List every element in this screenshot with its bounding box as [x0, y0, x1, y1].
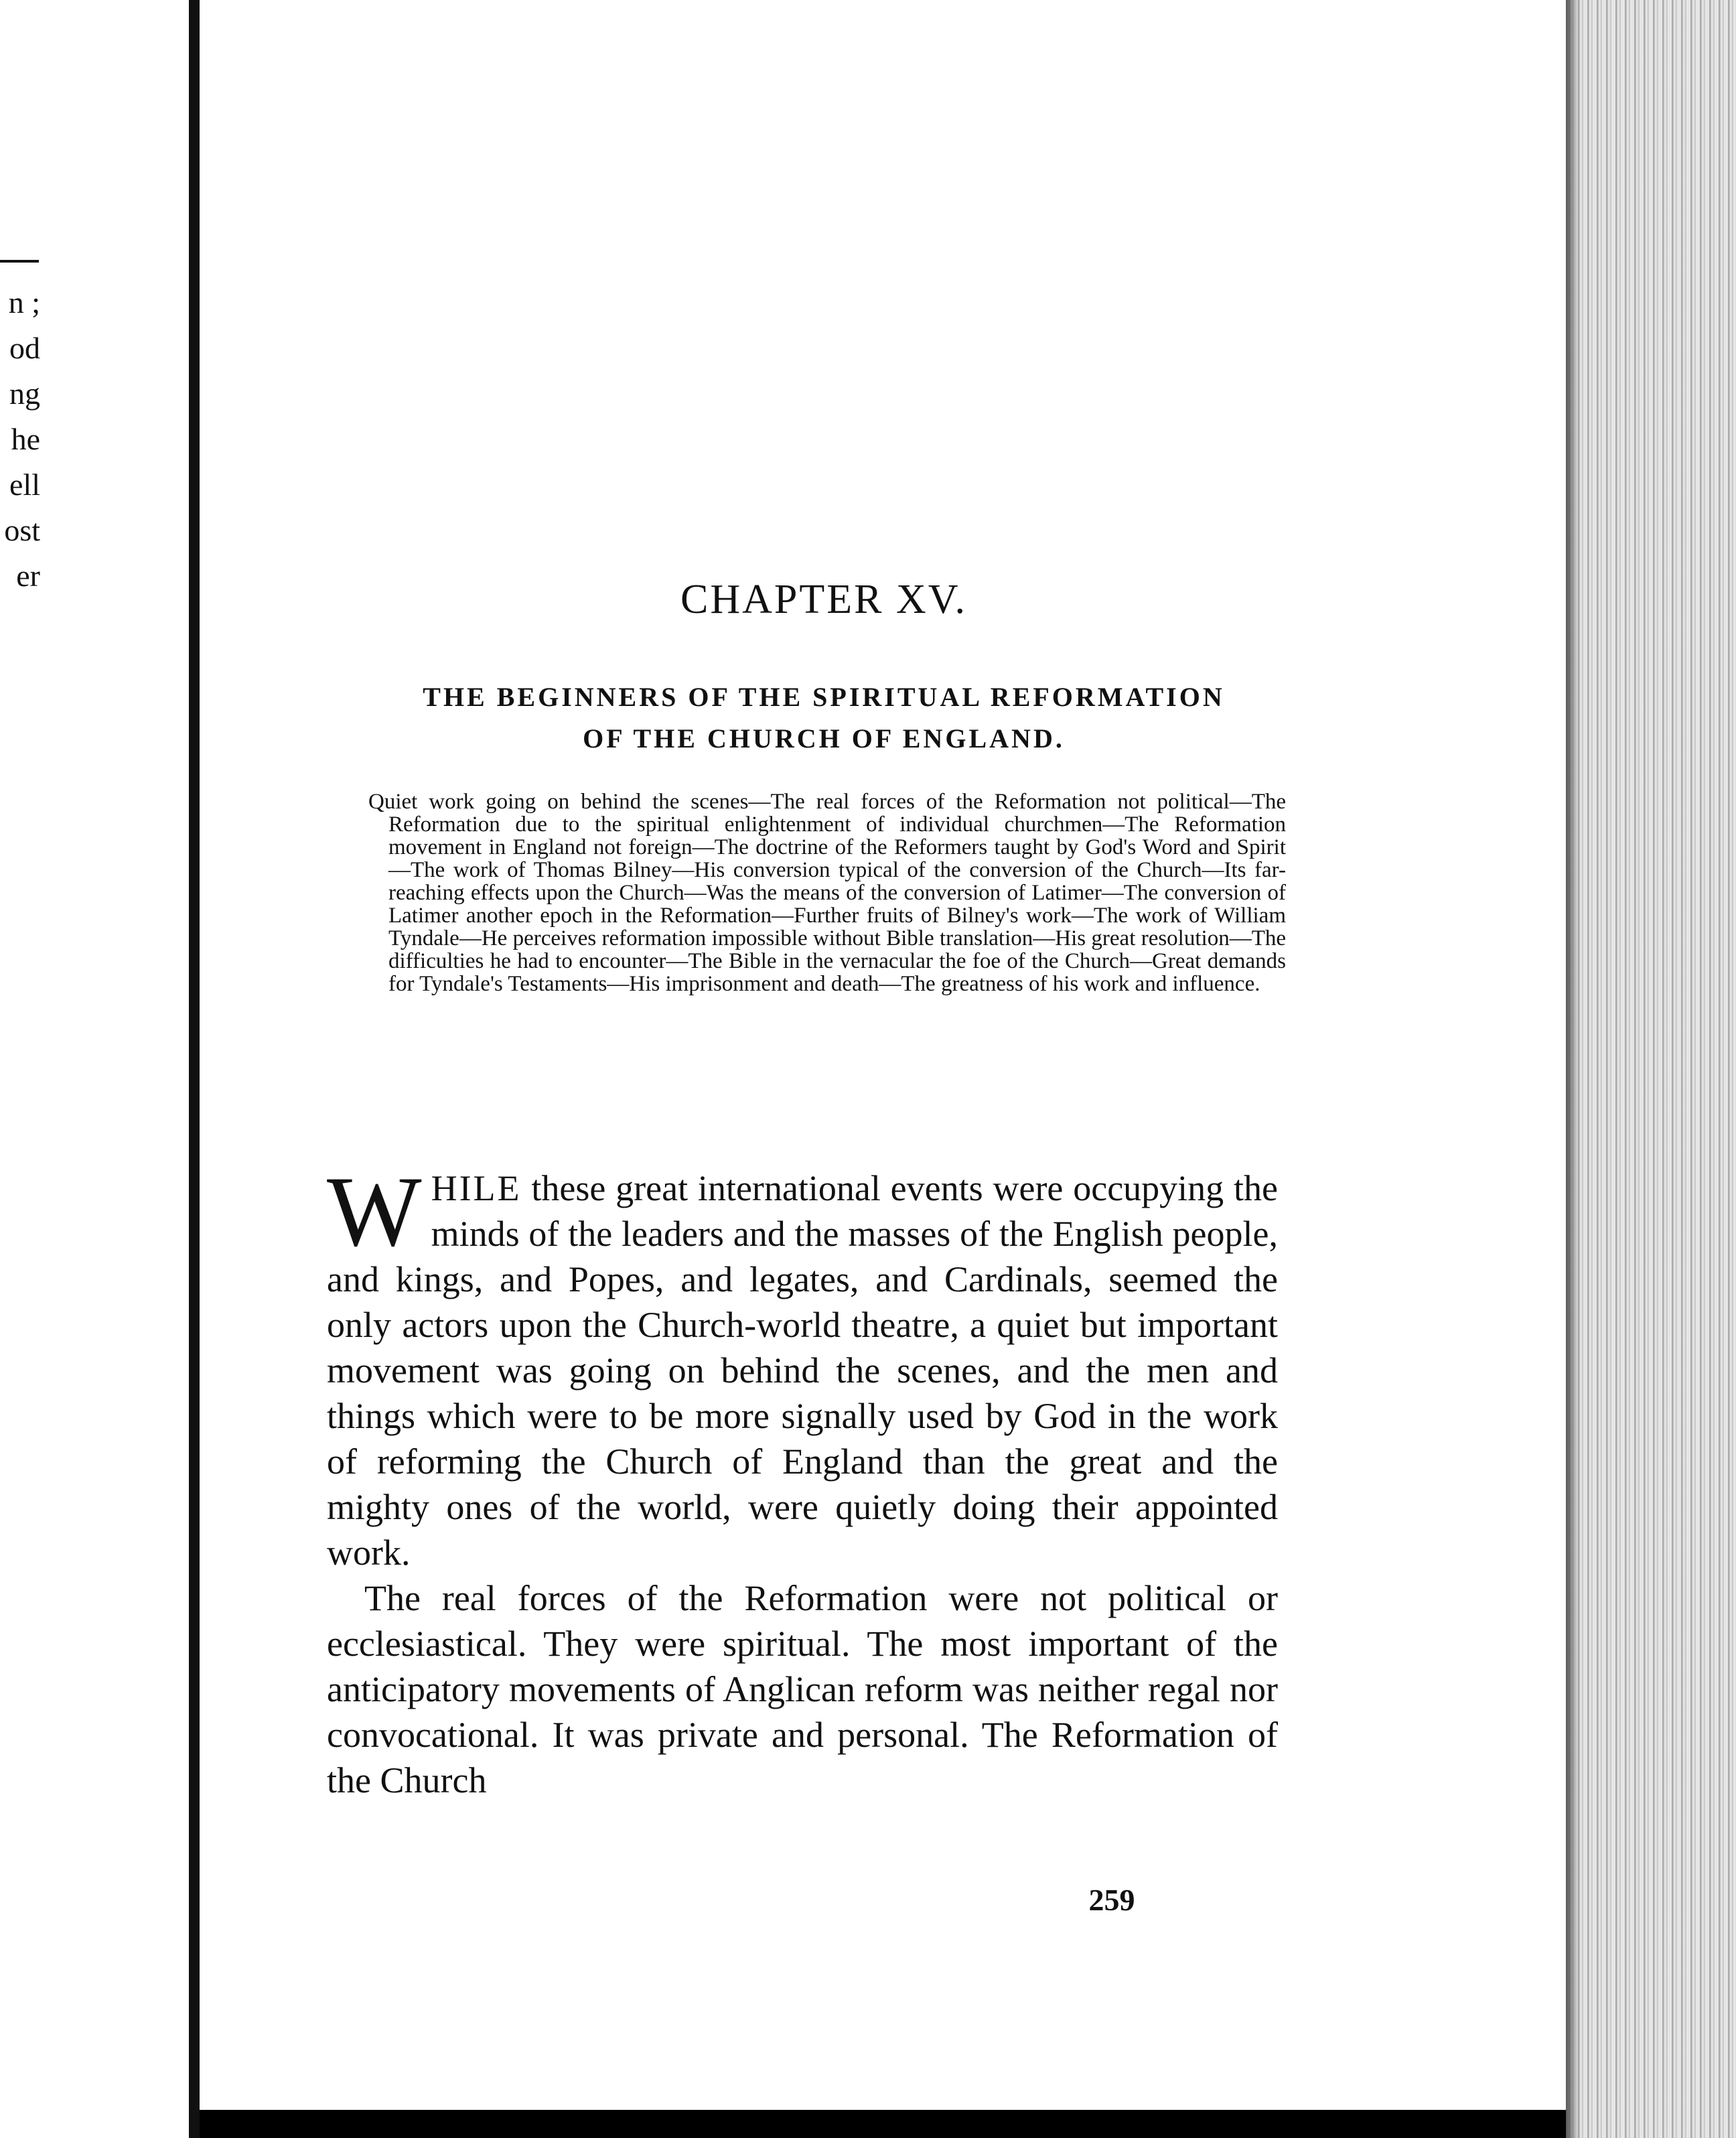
facing-page-line: he — [11, 422, 40, 456]
lead-word: HILE — [431, 1168, 522, 1208]
facing-page-line: ng — [9, 376, 40, 411]
body-paragraph-2: The real forces of the Reformation were not political or ecclesiastical. They were spiritual. The most important of the anticipatory movements of Anglican reform was neither regal nor convocational. It was private and personal. The Reformation of the Church — [327, 1578, 1278, 1800]
page-number: 259 — [1088, 1883, 1135, 1917]
body-paragraph-1 — [327, 1156, 1278, 1575]
facing-page-line: ost — [4, 513, 40, 547]
chapter-synopsis: Quiet work going on behind the scenes—The real forces of the Reformation not political—The Reformation due to the spiritual enlightenment of individual churchmen—The Reformation movement in England not foreign—The doctrine of the Reformers taught by God's Word and Spirit—The work of Thomas Bilney—His conversion typical of the conversion of the Church—Its far-reaching effects upon the Church—Was the means of the conversion of Latimer—The conversion of Latimer another epoch in the Reformation—Further fruits of Bilney's work—The work of William Tyndale—He perceives reformation impossible without Bible translation—His great resolution—The difficulties he had to encounter—The Bible in the vernacular the foe of the Church—Great demands for Tyndale's Testaments—His imprisonment and death—The greatness of his work and influence. — [368, 790, 1286, 996]
chapter-title — [335, 676, 1313, 760]
chapter-body — [327, 1156, 1278, 1803]
facing-page-line: n ; — [8, 285, 40, 319]
facing-page-fragment — [0, 0, 189, 2138]
chapter-title-line-1: THE BEGINNERS OF THE SPIRITUAL REFORMATION — [423, 682, 1225, 712]
chapter-number: CHAPTER XV. — [680, 577, 968, 622]
facing-page-line: od — [9, 331, 40, 365]
facing-page-line: er — [16, 559, 40, 593]
book-gutter — [189, 0, 200, 2138]
chapter-title-line-2: OF THE CHURCH OF ENGLAND. — [583, 723, 1065, 754]
paragraph-text: these great international events were occupying the minds of the leaders and the masses of the English people, and kings, and Popes, and legates, and Cardinals, seemed the only actors upon the Church-world theatre, a quiet but important movement was going on behind the scenes, and the men and things which were to be more signally used by God in the work of reforming the Church of England than the great and the mighty ones of the world, were quietly doing their appointed work. — [327, 1168, 1278, 1573]
page-edges — [1566, 0, 1736, 2138]
page-edge-shadow — [1566, 0, 1579, 2138]
facing-page-rule — [0, 260, 39, 263]
facing-page-line: ell — [9, 468, 40, 502]
drop-cap: W — [327, 1156, 422, 1267]
